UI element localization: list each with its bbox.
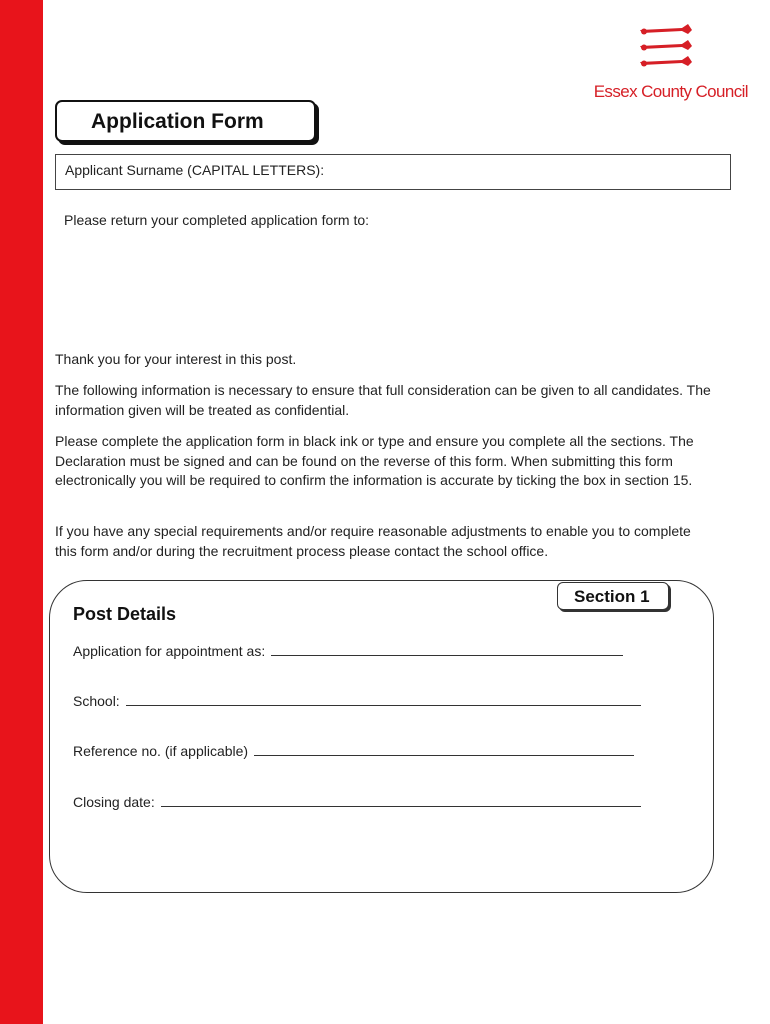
three-seaxes-icon — [636, 22, 700, 78]
surname-label: Applicant Surname (CAPITAL LETTERS): — [65, 162, 325, 178]
reference-label: Reference no. (if applicable) — [73, 743, 249, 759]
school-field[interactable] — [73, 693, 641, 709]
surname-field[interactable] — [55, 154, 731, 190]
appointment-field[interactable] — [73, 643, 623, 659]
intro-paragraph-1: Thank you for your interest in this post. — [55, 351, 297, 367]
intro-paragraph-3: Please complete the application form in black ink or type and ensure you complete all the sections. The Declaration must be signed and can be found on the reverse of this form. When submitting this form electronically you will be required to confirm the information is accurate by ticking the box in section 15. — [55, 433, 694, 488]
form-title-box — [55, 100, 316, 142]
closing-date-input-line[interactable] — [161, 794, 641, 807]
appointment-label: Application for appointment as: — [73, 643, 266, 659]
closing-date-label: Closing date: — [73, 794, 155, 810]
appointment-input-line[interactable] — [271, 643, 623, 656]
return-address-label: Please return your completed application form to: — [64, 212, 370, 228]
section-1-tab — [557, 582, 669, 610]
section-1-panel — [49, 580, 714, 893]
post-details-heading: Post Details — [73, 604, 177, 624]
section-1-label: Section 1 — [574, 587, 650, 606]
intro-paragraph-2: The following information is necessary to ensure that full consideration can be given to all candidates. The information given will be treated as confidential. — [55, 382, 711, 418]
council-logo — [588, 22, 748, 102]
reference-field[interactable] — [73, 743, 634, 759]
red-accent-bar — [0, 0, 43, 1024]
council-name: Essex County Council — [593, 82, 748, 101]
reference-input-line[interactable] — [254, 743, 634, 756]
school-label: School: — [73, 693, 120, 709]
school-input-line[interactable] — [126, 693, 641, 706]
intro-paragraph-4: If you have any special requirements and/or require reasonable adjustments to enable you to complete this form and/or during the recruitment process please contact the school office. — [55, 523, 691, 559]
form-title: Application Form — [91, 110, 264, 133]
closing-date-field[interactable] — [73, 794, 641, 810]
